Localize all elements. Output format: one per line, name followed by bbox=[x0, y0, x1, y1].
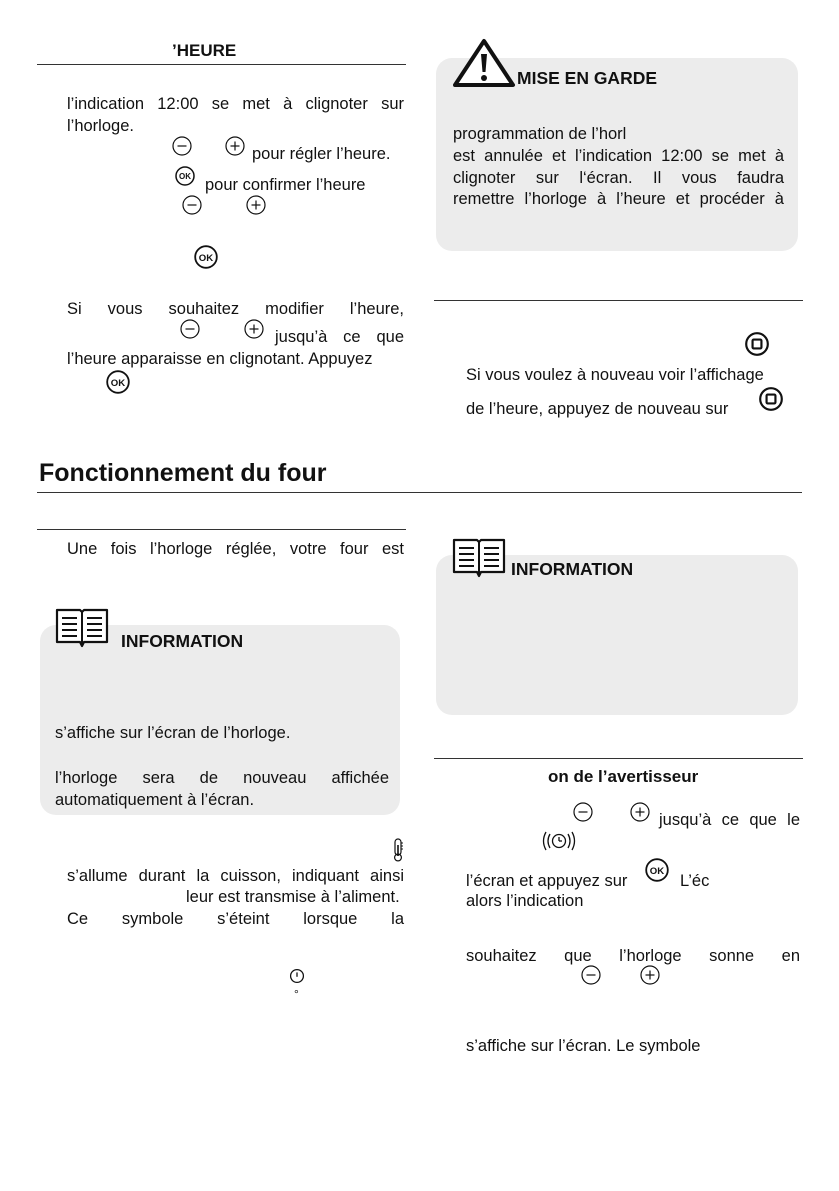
ok-icon bbox=[194, 245, 218, 269]
press-again-text: de l’heure, appuyez de nouveau sur bbox=[466, 400, 729, 418]
ok-icon bbox=[175, 166, 195, 186]
horloge-text: l’horloge. bbox=[67, 117, 134, 135]
degree-mark: ° bbox=[294, 987, 299, 1001]
warning-line-4: remettre l’horloge à l’heure et procéder à bbox=[453, 190, 784, 208]
ecran-text: L’éc bbox=[680, 872, 710, 890]
heading-rule bbox=[37, 64, 406, 65]
ok-icon bbox=[106, 370, 130, 394]
blink-line-text: l’heure apparaisse en clignotant. Appuyez bbox=[67, 350, 373, 368]
power-icon bbox=[289, 968, 305, 984]
see-again-text: Si vous voulez à nouveau voir l’affichage bbox=[466, 366, 764, 384]
avertisseur-rule bbox=[434, 758, 803, 759]
until-text: jusqu’à ce que bbox=[275, 328, 404, 346]
symbol-off-text: Ce symbole s’éteint lorsque la bbox=[67, 910, 404, 928]
book-icon bbox=[54, 606, 110, 650]
minus-icon bbox=[581, 965, 601, 985]
blink-text: l’indication 12:00 se met à clignoter sur bbox=[67, 95, 404, 113]
section-title: Fonctionnement du four bbox=[39, 459, 327, 487]
info-left-line-2: l’horloge sera de nouveau affichée bbox=[55, 769, 389, 787]
alors-text: alors l’indication bbox=[466, 892, 584, 910]
warning-line-3: clignoter sur l‘écran. Il vous faudra bbox=[453, 169, 784, 187]
press-ok-text: l’écran et appuyez sur bbox=[466, 872, 628, 890]
heure-heading: ’HEURE bbox=[172, 41, 237, 60]
minus-icon bbox=[182, 195, 202, 215]
info-left-line-3: automatiquement à l’écran. bbox=[55, 791, 255, 809]
book-icon bbox=[451, 536, 507, 580]
minus-icon bbox=[180, 319, 200, 339]
left-bottom-rule bbox=[37, 529, 406, 530]
thermometer-icon bbox=[392, 838, 404, 862]
plus-icon bbox=[630, 802, 650, 822]
info-left-line-1: s’affiche sur l’écran de l’horloge. bbox=[55, 724, 291, 742]
cooking-text: s’allume durant la cuisson, indiquant ainsi bbox=[67, 867, 404, 885]
stop-icon bbox=[745, 332, 769, 356]
intro-text: Une fois l’horloge réglée, votre four est bbox=[67, 540, 404, 558]
right-rule bbox=[434, 300, 803, 301]
warning-line-2: est annulée et l’indication 12:00 se met à bbox=[453, 147, 784, 165]
avertisseur-heading: on de l’avertisseur bbox=[548, 767, 699, 786]
minus-icon bbox=[172, 136, 192, 156]
plus-icon bbox=[640, 965, 660, 985]
modify-text: Si vous souhaitez modifier l’heure, bbox=[67, 300, 404, 318]
set-hour-text: pour régler l’heure. bbox=[252, 145, 391, 163]
plus-icon bbox=[244, 319, 264, 339]
info-title-right: INFORMATION bbox=[511, 559, 634, 579]
symbol-display-text: s’affiche sur l’écran. Le symbole bbox=[466, 1037, 701, 1055]
ok-icon bbox=[645, 858, 669, 882]
minus-icon bbox=[573, 802, 593, 822]
plus-icon bbox=[246, 195, 266, 215]
warning-triangle-icon bbox=[452, 38, 516, 88]
section-rule bbox=[37, 492, 802, 493]
confirm-hour-text: pour confirmer l’heure bbox=[205, 176, 366, 194]
info-title-left: INFORMATION bbox=[121, 631, 244, 651]
warning-title: MISE EN GARDE bbox=[517, 68, 658, 88]
ring-text: souhaitez que l’horloge sonne en bbox=[466, 947, 800, 965]
transmitted-text: leur est transmise à l’aliment. bbox=[186, 888, 400, 906]
until-le-text: jusqu’à ce que le bbox=[659, 811, 800, 829]
plus-icon bbox=[225, 136, 245, 156]
warning-line-1: programmation de l’horl bbox=[453, 125, 627, 143]
alarm-icon bbox=[542, 829, 576, 853]
stop-icon bbox=[759, 387, 783, 411]
